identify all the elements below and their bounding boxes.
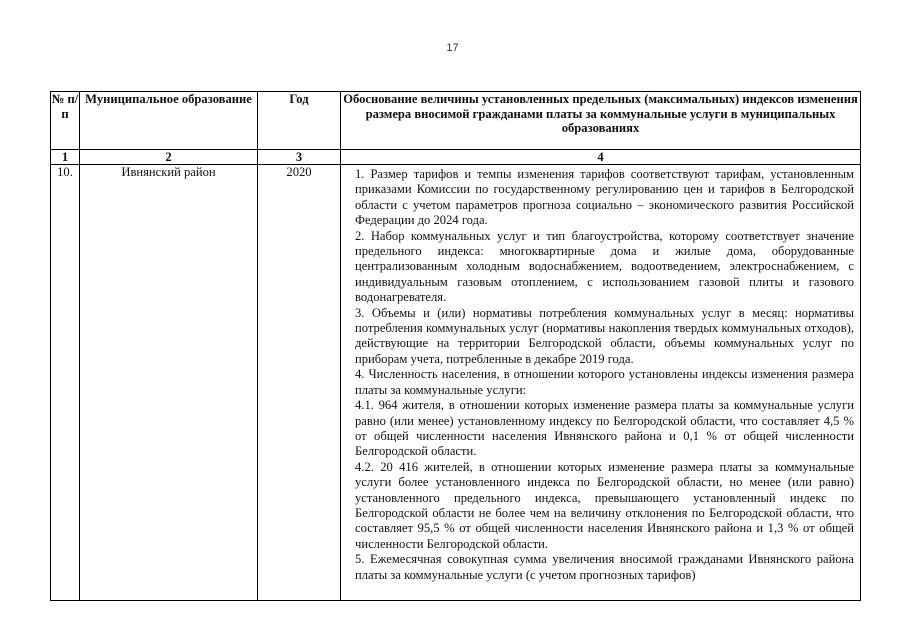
- paragraph-5: 5. Ежемесячная совокупная сумма увеличения вносимой гражданами Ивнянского района платы за коммунальные услуги (с учетом прогнозных тарифов): [355, 552, 854, 582]
- header-justification: Обоснование величины установленных предельных (максимальных) индексов изменения размера вносимой гражданами платы за коммунальные услуги в муниципальных образованиях: [341, 92, 861, 150]
- justification-table: [50, 91, 861, 601]
- paragraph-4: 4. Численность населения, в отношении которого установлены индексы изменения размера платы за коммунальные услуги:: [355, 367, 854, 397]
- header-municipality: Муниципальное образование: [80, 92, 258, 150]
- row-justification: [341, 165, 861, 601]
- paragraph-4-1: 4.1. 964 жителя, в отношении которых изменение размера платы за коммунальные услуги равно (или менее) установленному индексу по Белгородской области, что составляет 4,5 % от общей численности населения Ивнянского района и 0,1 % от общей численности Белгородской области.: [355, 398, 854, 459]
- header-num: № п/п: [51, 92, 80, 150]
- paragraph-3: 3. Объемы и (или) нормативы потребления коммунальных услуг в месяц: нормативы потребления коммунальных услуг (нормативы накопления твердых коммунальных отходов), действующие на территории Белгородской области, объемы коммунальных услуг по приборам учета, потребленные в декабре 2019 года.: [355, 305, 854, 366]
- column-number-4: 4: [341, 150, 861, 165]
- row-num: 10.: [51, 165, 80, 601]
- paragraph-4-2: 4.2. 20 416 жителей, в отношении которых изменение размера платы за коммунальные услуги более установленного индекса по Белгородской области, но менее (или равно) установленного предельного индекса, превышающего установленный индекс по Белгородской области не более чем на величину отклонения по Белгородской области, что составляет 95,5 % от общей численности населения Ивнянского района и 1,3 % от общей численности Белгородской области.: [355, 459, 854, 551]
- page-number: 17: [446, 42, 459, 54]
- row-municipality: Ивнянский район: [80, 165, 258, 601]
- table-header-row: [51, 92, 861, 150]
- table-row: [51, 165, 861, 601]
- column-numbers-row: [51, 150, 861, 165]
- paragraph-2: 2. Набор коммунальных услуг и тип благоустройства, которому соответствует значение предельного индекса: многоквартирные дома и жилые дома, оборудованные централизованным холодным водоснабжением, водоотведением, электроснабжением, с индивидуальным газовым отоплением, с использованием газовой плиты и газового водонагревателя.: [355, 228, 854, 305]
- paragraph-1: 1. Размер тарифов и темпы изменения тарифов соответствуют тарифам, установленным приказами Комиссии по государственному регулированию цен и тарифов в Белгородской области с учетом параметров прогноза социально – экономического развития Российской Федерации до 2024 года.: [355, 167, 854, 228]
- column-number-1: 1: [51, 150, 80, 165]
- row-year: 2020: [258, 165, 341, 601]
- column-number-2: 2: [80, 150, 258, 165]
- header-year: Год: [258, 92, 341, 150]
- column-number-3: 3: [258, 150, 341, 165]
